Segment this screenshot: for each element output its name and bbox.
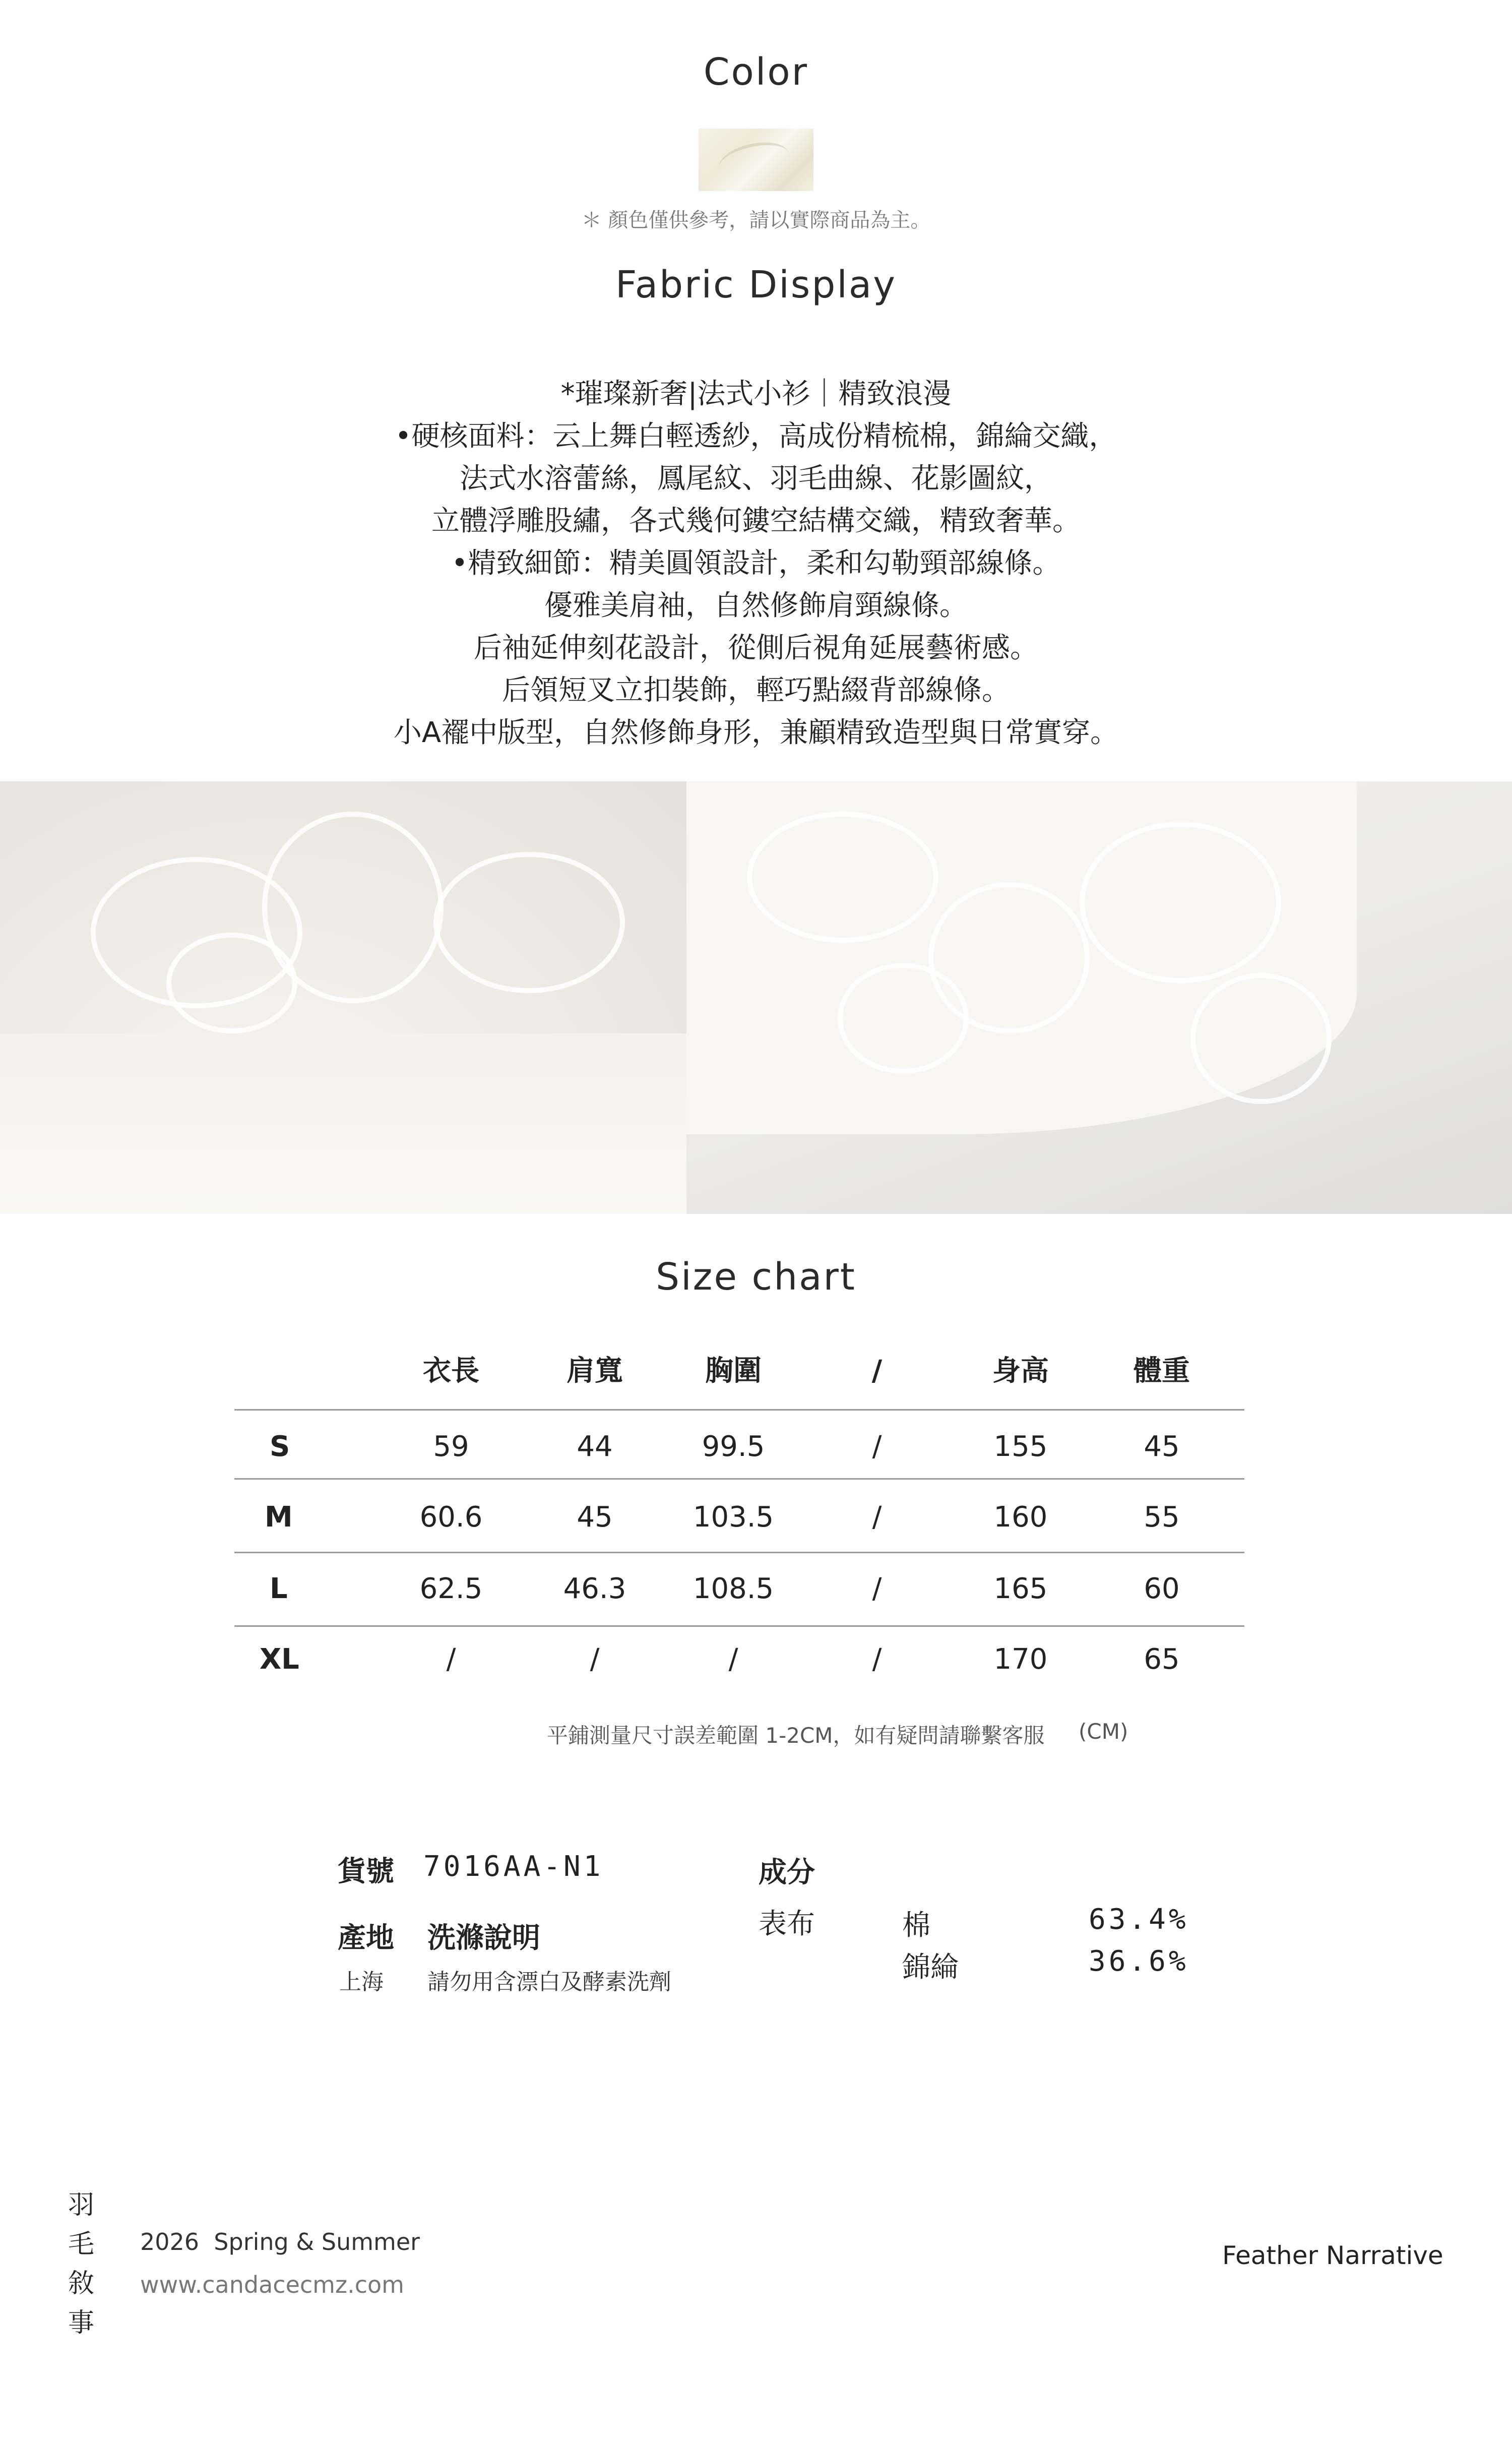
table-row [234,1624,1244,1695]
fabric-line: •精致細節：精美圓領設計，柔和勾勒頸部線條。 [451,547,1061,580]
column-header: 肩寬 [566,1355,623,1387]
unit-label: (CM) [1079,1719,1128,1744]
table-row [234,1412,1244,1482]
column-header: 體重 [1133,1355,1190,1387]
fabric-photo-collar [0,781,686,1214]
brand-char: 事 [68,2308,94,2338]
table-divider [234,1478,1244,1480]
size-label: XL [260,1643,299,1676]
table-cell: / [872,1501,882,1534]
table-cell: 44 [577,1430,613,1463]
table-cell: 45 [577,1501,613,1534]
color-swatch[interactable] [699,129,813,191]
table-cell: 160 [993,1501,1048,1534]
table-cell: / [872,1643,882,1676]
table-cell: / [590,1643,600,1676]
color-heading: Color [703,50,809,94]
color-note: ＊ 顏色僅供參考，請以實際商品為主。 [581,209,931,232]
brand-logo [64,2185,99,2343]
table-cell: 59 [433,1430,469,1463]
material-percent: 63.4% [1089,1903,1189,1936]
item-no: 7016AA-N1 [423,1850,604,1883]
table-cell: 155 [993,1430,1048,1463]
brand-char: 羽 [68,2190,94,2220]
table-divider [234,1552,1244,1553]
care-label: 洗滌說明 [427,1922,540,1955]
fabric-line: 法式水溶蕾絲，鳳尾紋、羽毛曲線、花影圖紋， [460,462,1052,495]
size-label: S [270,1430,290,1463]
size-chart-heading: Size chart [656,1255,856,1299]
table-cell: 55 [1144,1501,1180,1534]
material-percent: 36.6% [1089,1945,1189,1978]
fabric-line: 優雅美肩袖，自然修飾肩頸線條。 [544,589,968,622]
fabric-line: *璀璨新奢|法式小衫｜精致浪漫 [560,378,952,410]
season-text: 2026 Spring & Summer [140,2228,420,2255]
item-no-label: 貨號 [338,1855,394,1888]
fabric-line: 小A襬中版型，自然修飾身形，兼顧精致造型與日常實穿。 [393,716,1119,749]
measurement-note: 平鋪測量尺寸誤差範圍 1-2CM，如有疑問請聯繫客服 [547,1723,1045,1748]
size-table-header [234,1336,1244,1407]
fabric-line: 立體浮雕股繡，各式幾何鏤空結構交織，精致奢華。 [431,505,1081,537]
table-cell: 62.5 [419,1572,483,1605]
table-cell: 45 [1144,1430,1180,1463]
table-cell: / [728,1643,738,1676]
care-value: 請勿用含漂白及酵素洗劑 [427,1969,671,1995]
brand-char: 毛 [68,2229,94,2260]
fabric-line: •硬核面料：云上舞白輕透紗，高成份精梳棉，錦綸交織， [395,420,1117,453]
material-name: 棉 [902,1909,930,1942]
fabric-heading: Fabric Display [615,263,897,307]
column-header: 胸圍 [705,1355,762,1387]
fabric-line: 后袖延伸刻花設計，從側后視角延展藝術感。 [474,632,1038,664]
table-cell: / [872,1572,882,1605]
table-cell: 46.3 [563,1572,626,1605]
column-header: 衣長 [423,1355,479,1387]
table-cell: 103.5 [692,1501,774,1534]
material-name: 錦綸 [902,1951,959,1984]
table-cell: 170 [993,1643,1048,1676]
column-header: / [871,1355,883,1387]
origin-label: 產地 [338,1922,394,1955]
column-header: 身高 [992,1355,1049,1387]
table-row [234,1482,1244,1553]
table-cell: 165 [993,1572,1048,1605]
composition-label: 成分 [759,1856,815,1889]
website-link[interactable]: www.candacecmz.com [140,2271,404,2298]
fabric-description [0,373,1512,754]
size-label: M [265,1501,293,1534]
table-cell: 60.6 [419,1501,483,1534]
table-cell: 65 [1144,1643,1180,1676]
brand-char: 敘 [68,2269,94,2299]
table-cell: / [872,1430,882,1463]
table-cell: 99.5 [702,1430,765,1463]
size-label: L [270,1572,288,1605]
fabric-photo-lace-detail [686,781,1512,1214]
origin-value: 上海 [339,1969,384,1995]
table-cell: 108.5 [692,1572,774,1605]
brand-tagline: Feather Narrative [1222,2241,1443,2270]
composition-part: 表布 [759,1908,815,1940]
fabric-line: 后領短叉立扣裝飾，輕巧點綴背部線條。 [502,674,1010,707]
table-cell: / [446,1643,456,1676]
table-divider [234,1409,1244,1411]
table-row [234,1554,1244,1624]
table-cell: 60 [1144,1572,1180,1605]
